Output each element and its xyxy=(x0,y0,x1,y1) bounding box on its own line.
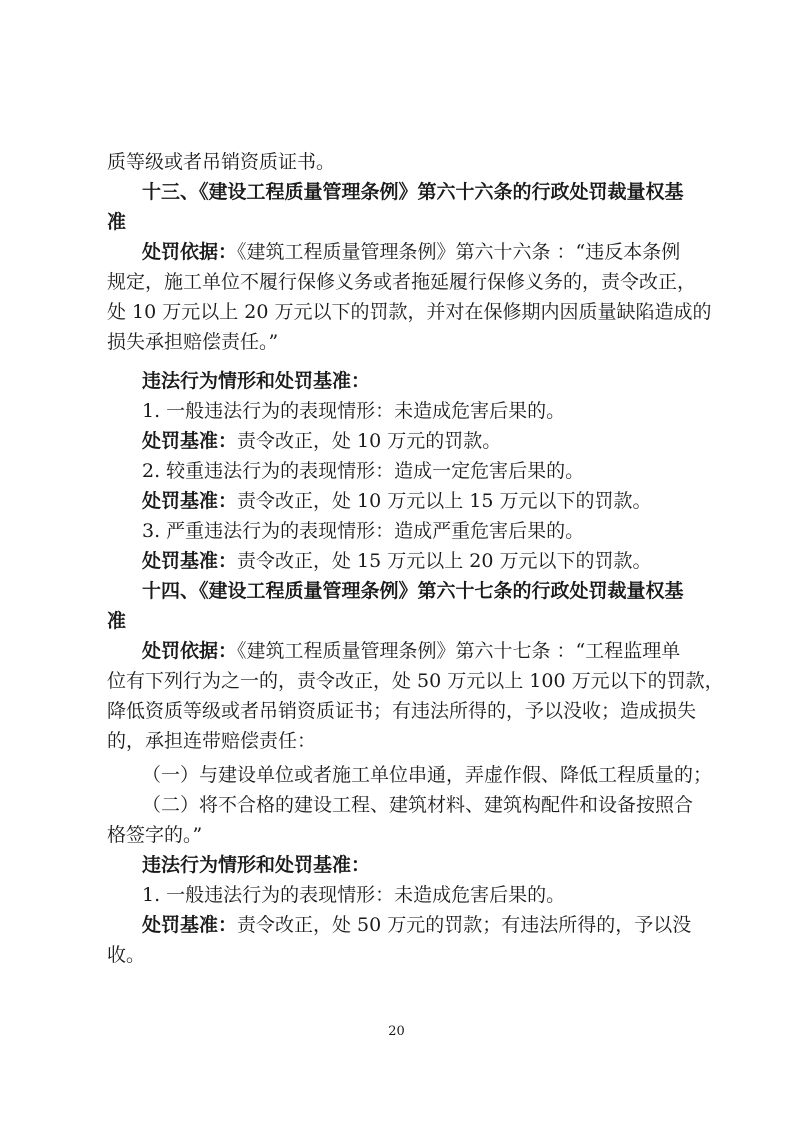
section-heading-14: 十四、《建设工程质量管理条例》第六十七条的行政处罚裁量权基 xyxy=(142,580,684,602)
violation-case: 2. 较重违法行为的表现情形：造成一定危害后果的。 xyxy=(142,460,585,482)
text-line: 规定，施工单位不履行保修义务或者拖延履行保修义务的，责令改正， xyxy=(107,271,697,293)
violation-case: 3. 严重违法行为的表现情形：造成严重危害后果的。 xyxy=(142,520,585,542)
violation-case: 1. 一般违法行为的表现情形：未造成危害后果的。 xyxy=(142,400,566,422)
list-item: （二）将不合格的建设工程、建筑材料、建筑构配件和设备按照合 xyxy=(142,794,694,816)
page-number: 20 xyxy=(388,1024,405,1039)
section-heading-14-cont: 准 xyxy=(107,610,127,632)
penalty-standard: 处罚基准：责令改正，处 50 万元的罚款；有违法所得的，予以没 xyxy=(142,914,692,936)
penalty-basis-13: 处罚依据：《建筑工程质量管理条例》第六十六条 ：“违反本条例 xyxy=(142,241,681,263)
subheading-violation-standards: 违法行为情形和处罚基准： xyxy=(142,370,371,392)
label-penalty-basis: 处罚依据： xyxy=(142,241,238,263)
section-heading-13: 十三、《建设工程质量管理条例》第六十六条的行政处罚裁量权基 xyxy=(142,181,684,203)
label-penalty-basis: 处罚依据： xyxy=(142,640,238,662)
penalty-standard: 处罚基准：责令改正，处 15 万元以上 20 万元以下的罚款。 xyxy=(142,550,652,572)
penalty-standard: 处罚基准：责令改正，处 10 万元以上 15 万元以下的罚款。 xyxy=(142,490,652,512)
penalty-basis-14: 处罚依据：《建筑工程质量管理条例》第六十七条 ：“工程监理单 xyxy=(142,640,681,662)
violation-case: 1. 一般违法行为的表现情形：未造成危害后果的。 xyxy=(142,884,566,906)
penalty-standard: 处罚基准：责令改正，处 10 万元的罚款。 xyxy=(142,430,502,452)
text-line: 格签字的。” xyxy=(107,824,203,846)
text-line: 收。 xyxy=(107,944,146,966)
text-line: 降低资质等级或者吊销资质证书；有违法所得的，予以没收；造成损失 xyxy=(107,700,697,722)
text-line: 质等级或者吊销资质证书。 xyxy=(107,151,336,173)
subheading-violation-standards: 违法行为情形和处罚基准： xyxy=(142,854,371,876)
text-line: 损失承担赔偿责任。” xyxy=(107,331,279,353)
text-line: 位有下列行为之一的，责令改正，处 50 万元以上 100 万元以下的罚款， xyxy=(107,670,724,692)
section-heading-13-cont: 准 xyxy=(107,211,127,233)
text-line: 处 10 万元以上 20 万元以下的罚款，并对在保修期内因质量缺陷造成的 xyxy=(107,301,712,323)
list-item: （一）与建设单位或者施工单位串通，弄虚作假、降低工程质量的； xyxy=(142,764,713,786)
text-line: 的，承担连带赔偿责任： xyxy=(107,730,317,752)
